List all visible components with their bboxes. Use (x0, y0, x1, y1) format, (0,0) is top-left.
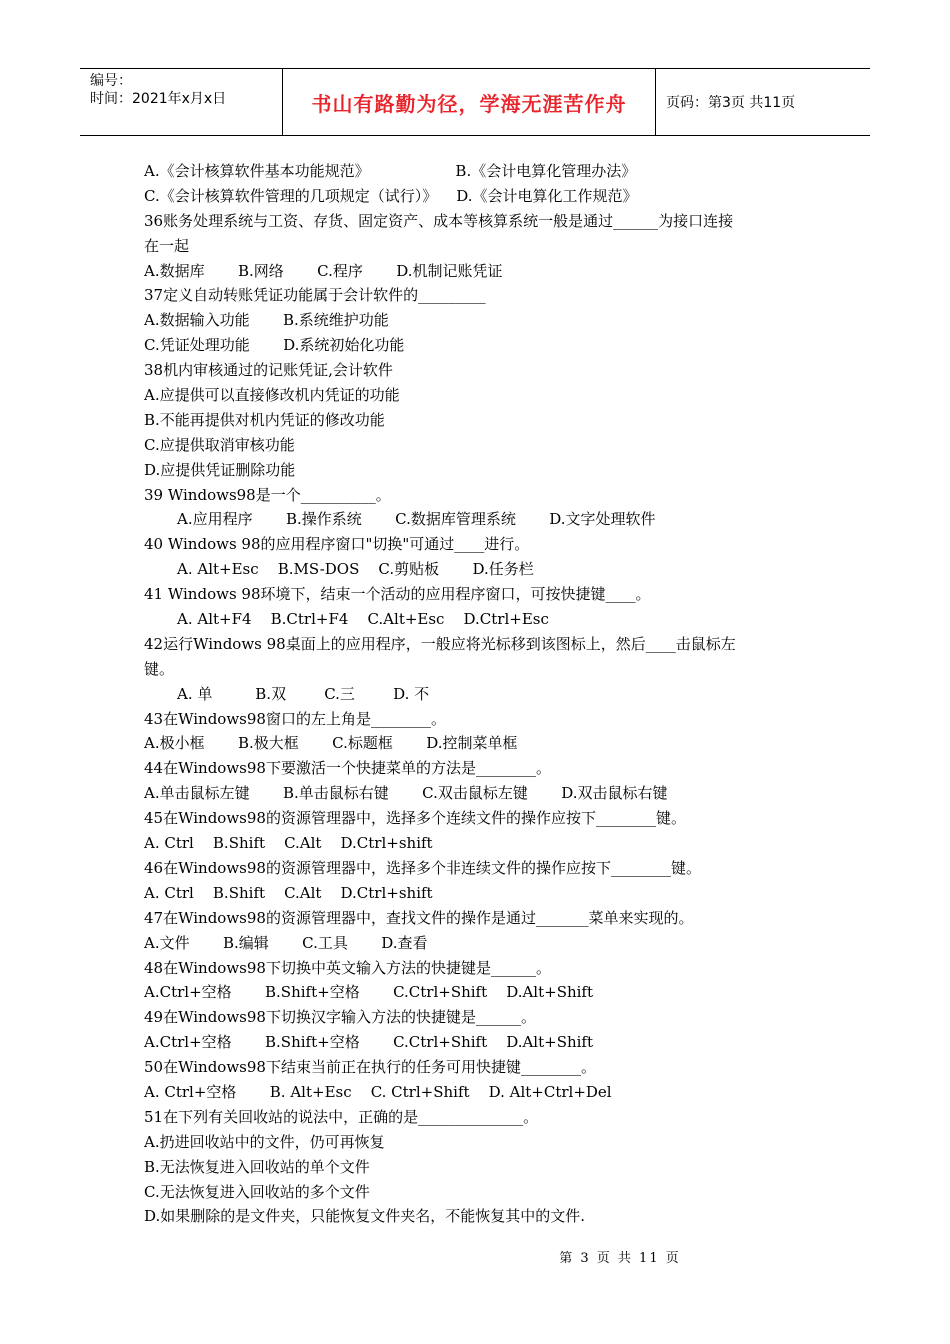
text-line: A.扔进回收站中的文件，仍可再恢复 (144, 1132, 385, 1151)
text-line: D.如果删除的是文件夹，只能恢复文件夹名，不能恢复其中的文件. (144, 1207, 586, 1226)
text-line: 42运行Windows 98桌面上的应用程序，一般应将光标移到该图标上，然后____击鼠标左 (144, 634, 736, 653)
footer-page-number: 第 3 页 共 11 页 (559, 1251, 681, 1266)
header-divider (655, 69, 656, 135)
text-line: 44在Windows98下要激活一个快捷菜单的方法是________。 (144, 759, 551, 778)
text-line: 50在Windows98下结束当前正在执行的任务可用快捷键________。 (144, 1058, 596, 1077)
text-line: C.应提供取消审核功能 (144, 435, 295, 454)
text-line: A.Ctrl+空格 B.Shift+空格 C.Ctrl+Shift D.Alt+Shift (144, 1033, 594, 1052)
text-line: 51在下列有关回收站的说法中，正确的是______________。 (144, 1107, 539, 1126)
text-line: 41 Windows 98环境下，结束一个活动的应用程序窗口，可按快捷键____。 (144, 585, 651, 604)
text-line: 49在Windows98下切换汉字输入方法的快捷键是______。 (144, 1008, 536, 1027)
text-line: A.文件 B.编辑 C.工具 D.查看 (144, 933, 428, 952)
text-line: 36账务处理系统与工资、存货、固定资产、成本等核算系统一般是通过______为接口连接 (144, 211, 734, 230)
text-line: 45在Windows98的资源管理器中，选择多个连续文件的操作应按下________键。 (144, 809, 686, 828)
text-line: C.无法恢复进入回收站的多个文件 (144, 1182, 370, 1201)
text-line: A.数据输入功能 B.系统维护功能 (144, 311, 389, 330)
text-line: A.数据库 B.网络 C.程序 D.机制记账凭证 (144, 261, 503, 280)
text-line: 40 Windows 98的应用程序窗口"切换"可通过____进行。 (144, 535, 530, 554)
document-number-label: 编号： (90, 73, 132, 89)
text-line: A. 单 B.双 C.三 D. 不 (177, 684, 430, 703)
text-line: A.极小框 B.极大框 C.标题框 D.控制菜单框 (144, 734, 518, 753)
text-line: A. Alt+Esc B.MS-DOS C.剪贴板 D.任务栏 (177, 560, 534, 579)
text-line: A. Ctrl B.Shift C.Alt D.Ctrl+shift (144, 883, 433, 902)
text-line: A. Alt+F4 B.Ctrl+F4 C.Alt+Esc D.Ctrl+Esc (177, 610, 549, 629)
text-line: A.应用程序 B.操作系统 C.数据库管理系统 D.文字处理软件 (177, 510, 656, 529)
text-line: C.《会计核算软件管理的几项规定（试行）》 D.《会计电算化工作规范》 (144, 186, 638, 205)
text-line: A. Ctrl+空格 B. Alt+Esc C. Ctrl+Shift D. Alt+Ctrl+Del (144, 1082, 612, 1101)
text-line: A.单击鼠标左键 B.单击鼠标右键 C.双击鼠标左键 D.双击鼠标右键 (144, 784, 668, 803)
text-line: 46在Windows98的资源管理器中，选择多个非连续文件的操作应按下________键。 (144, 858, 701, 877)
text-line: A. Ctrl B.Shift C.Alt D.Ctrl+shift (144, 834, 433, 853)
header-motto: 书山有路勤为径，学海无涯苦作舟 (311, 91, 627, 116)
header-meta (90, 72, 280, 108)
text-line: C.凭证处理功能 D.系统初始化功能 (144, 336, 405, 355)
text-line: 在一起 (144, 236, 190, 255)
text-line: 48在Windows98下切换中英文输入方法的快捷键是______。 (144, 958, 551, 977)
document-date: 时间：2021年x月x日 (90, 91, 227, 107)
text-line: D.应提供凭证删除功能 (144, 460, 296, 479)
page-header (80, 68, 870, 136)
header-page-info: 页码：第3页 共11页 (666, 95, 796, 111)
text-line: A.应提供可以直接修改机内凭证的功能 (144, 386, 400, 405)
text-line: 键。 (144, 659, 175, 678)
text-line: 37定义自动转账凭证功能属于会计软件的_________ (144, 286, 486, 305)
text-line: 47在Windows98的资源管理器中，查找文件的操作是通过_______菜单来实现的。 (144, 908, 694, 927)
text-line: 39 Windows98是一个__________。 (144, 485, 391, 504)
text-line: 43在Windows98窗口的左上角是________。 (144, 709, 446, 728)
text-line: A.Ctrl+空格 B.Shift+空格 C.Ctrl+Shift D.Alt+Shift (144, 983, 594, 1002)
text-line: B.不能再提供对机内凭证的修改功能 (144, 410, 385, 429)
document-body (144, 159, 824, 1229)
text-line: A.《会计核算软件基本功能规范》 B.《会计电算化管理办法》 (144, 162, 637, 180)
text-line: B.无法恢复进入回收站的单个文件 (144, 1157, 370, 1176)
page-footer (0, 1247, 950, 1266)
text-line: 38机内审核通过的记账凭证,会计软件 (144, 361, 393, 380)
